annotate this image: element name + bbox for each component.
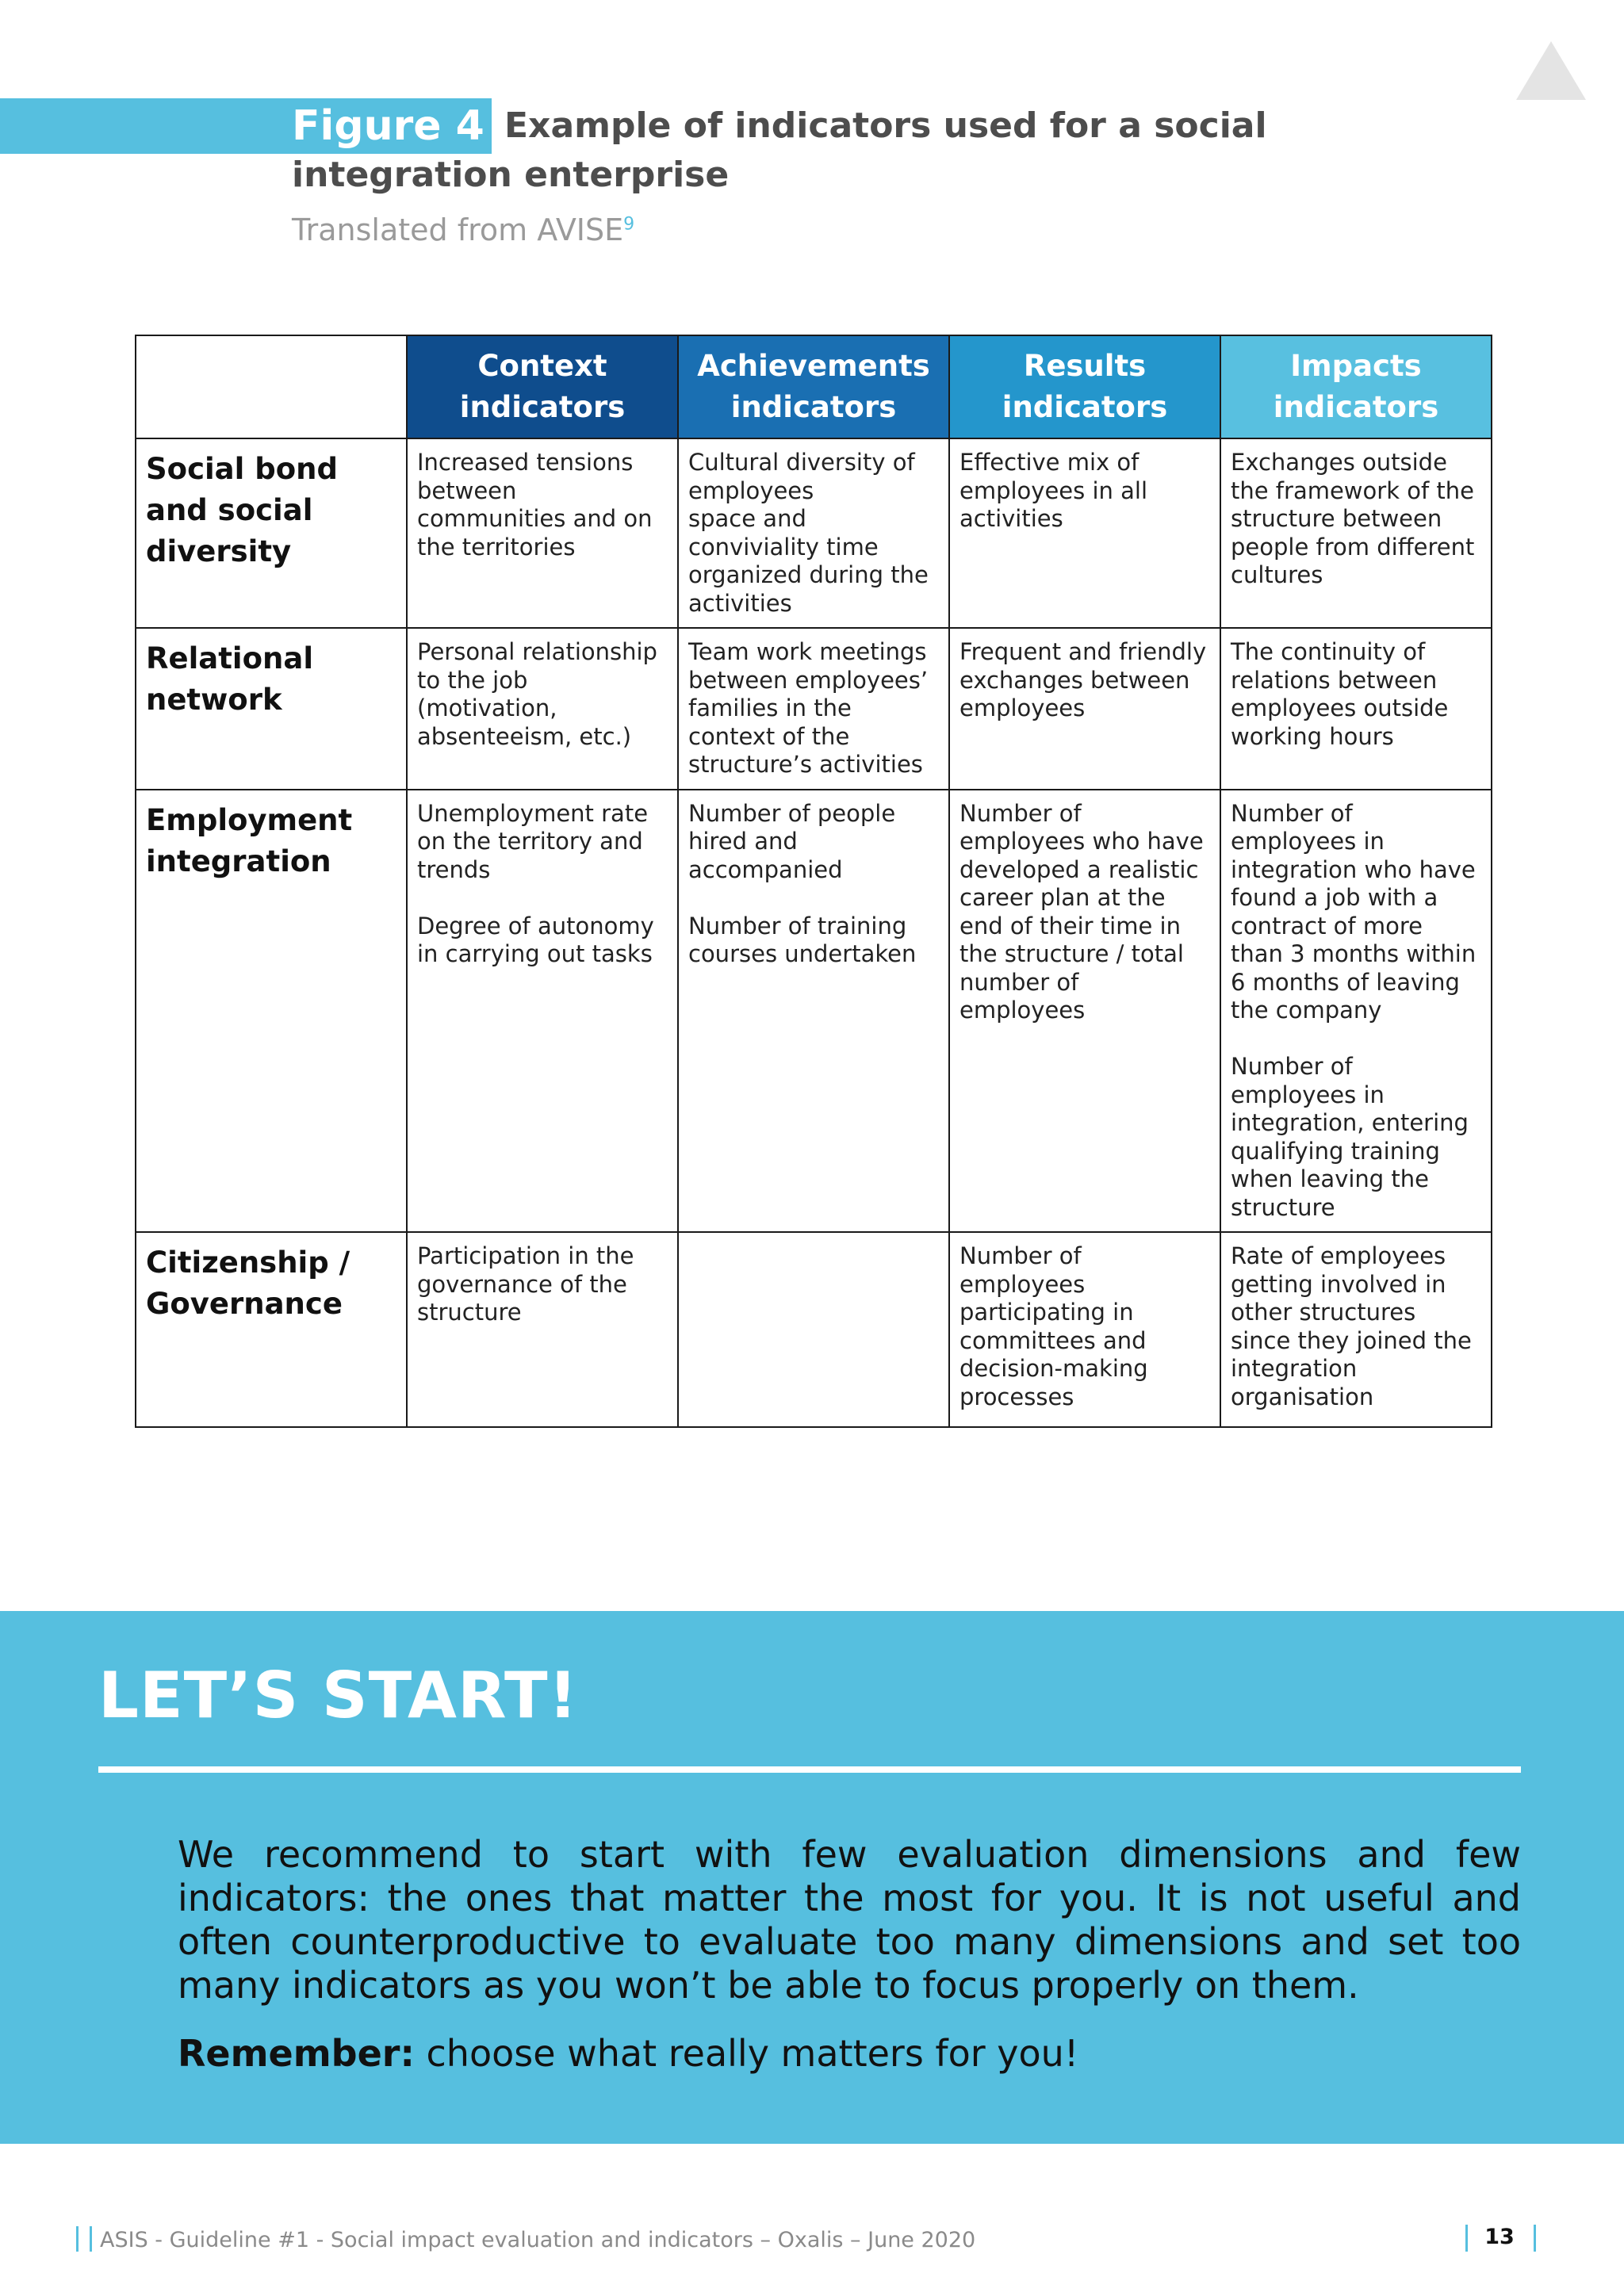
remember-label: Remember:: [178, 2032, 415, 2075]
table-cell: Effective mix of employees in all activities: [949, 438, 1220, 628]
table-cell: Participation in the governance of the structure: [407, 1232, 678, 1427]
remember-text: choose what really matters for you!: [414, 2032, 1079, 2075]
dimension-cell: Employment integration: [136, 790, 407, 1233]
table-row: [136, 1232, 1492, 1427]
table-cell: [678, 1232, 949, 1427]
dimension-cell: Citizenship / Governance: [136, 1232, 407, 1427]
page-number-left-bar: [1465, 2225, 1468, 2252]
header-impacts: Impacts indicators: [1220, 335, 1492, 438]
page-number-right-bar: [1534, 2225, 1536, 2252]
lets-start-text: We recommend to start with few evaluation dimensions and few indicators: the ones that matter the most for you. It is not useful and often counterproductive to evaluate too many dimensions and set too many indicators as you won’t be able to focus properly on them.: [178, 1833, 1521, 2007]
dimension-cell: Relational network: [136, 628, 407, 790]
table-cell: Personal relationship to the job (motivation, absenteeism, etc.): [407, 628, 678, 790]
table-cell: Number of people hired and accompanied Number of training courses undertaken: [678, 790, 949, 1233]
figure-title: Example of indicators used for a social integration enterprise: [292, 105, 1267, 195]
table-cell: Cultural diversity of employees space and conviviality time organized during the activities: [678, 438, 949, 628]
footnote-reference: 9: [623, 214, 635, 235]
figure-source: [292, 212, 634, 247]
table-cell: Number of employees who have developed a realistic career plan at the end of their time in the structure / total number of employees: [949, 790, 1220, 1233]
figure-label: Figure 4: [292, 102, 485, 150]
table-cell: Exchanges outside the framework of the structure between people from different cultures: [1220, 438, 1492, 628]
header-context: Context indicators: [407, 335, 678, 438]
dimension-cell: Social bond and social diversity: [136, 438, 407, 628]
header-dimension: Dimension and criteria: [136, 335, 407, 438]
indicators-table: [135, 335, 1492, 1428]
corner-triangle-decoration: [1516, 41, 1586, 100]
table-cell: Team work meetings between employees’ families in the context of the structure’s activities: [678, 628, 949, 790]
table-cell: Number of employees in integration who have found a job with a contract of more than 3 months within 6 months of leaving the company Number of employees in integration, entering qualifying training when leaving the structure: [1220, 790, 1492, 1233]
table-cell: Number of employees participating in committees and decision-making processes: [949, 1232, 1220, 1427]
table-row: [136, 790, 1492, 1233]
header-results: Results indicators: [949, 335, 1220, 438]
table-cell: Frequent and friendly exchanges between employees: [949, 628, 1220, 790]
table-cell: Increased tensions between communities and on the territories: [407, 438, 678, 628]
table-header-row: [136, 335, 1492, 438]
footer-bars-decoration: [76, 2226, 92, 2252]
table-cell: The continuity of relations between employees outside working hours: [1220, 628, 1492, 790]
header-achievements: Achievements indicators: [678, 335, 949, 438]
page-number: 13: [1484, 2225, 1515, 2249]
table-row: [136, 628, 1492, 790]
lets-start-divider: [98, 1766, 1521, 1773]
table-row: [136, 438, 1492, 628]
figure-source-text: Translated from AVISE: [292, 212, 624, 247]
table-cell: Rate of employees getting involved in other structures since they joined the integration organisation: [1220, 1232, 1492, 1427]
footer-text: ASIS - Guideline #1 - Social impact evaluation and indicators – Oxalis – June 2020: [100, 2228, 976, 2252]
table-cell: Unemployment rate on the territory and trends Degree of autonomy in carrying out tasks: [407, 790, 678, 1233]
remember-line: [178, 2031, 1521, 2076]
lets-start-title: LET’S START!: [98, 1659, 579, 1732]
